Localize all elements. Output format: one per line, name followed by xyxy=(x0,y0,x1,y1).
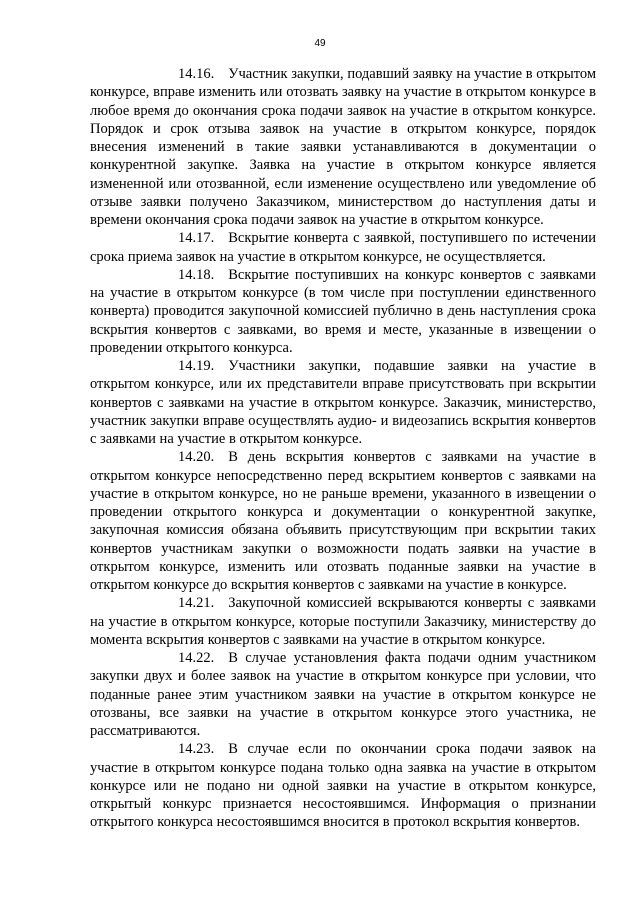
paragraph-number: 14.22. xyxy=(178,650,215,666)
paragraph-number: 14.23. xyxy=(178,741,215,758)
paragraph-14-19 xyxy=(90,357,596,448)
paragraph-14-17 xyxy=(90,229,596,266)
paragraph-text: Участники закупки, подавшие заявки на участие в открытом конкурсе, или их представители вправе присутствовать при вскрытии конвертов с заявками на участие в открытом конкурсе. Заказчик, министерство, участник закупки вправе осуществлять аудио- и видеозапись вскрытия конвертов с заявками на участие в открытом конкурсе. xyxy=(90,358,596,447)
paragraph-number: 14.20. xyxy=(178,449,215,466)
paragraph-14-21 xyxy=(90,594,596,649)
paragraph-text: Участник закупки, подавший заявку на участие в открытом конкурсе, вправе изменить или отозвать заявку на участие в открытом конкурсе в любое время до окончания срока подачи заявок на участие в открытом конкурсе. Порядок и срок отзыва заявок на участие в открытом конкурсе, порядок внесения изменений в такие заявки устанавливаются в документации о конкурентной закупке. Заявка на участие в открытом конкурсе является измененной или отозванной, если изменение осуществлено или уведомление об отзыве заявки получено Заказчиком, министерством до наступления даты и времени окончания срока подачи заявок на участие в открытом конкурсе. xyxy=(90,66,596,228)
paragraph-text: Закупочной комиссией вскрываются конверты с заявками на участие в открытом конкурсе, которые поступили Заказчику, министерству до момента вскрытия конвертов с заявками на участие в открытом конкурсе. xyxy=(90,595,596,648)
paragraph-14-22 xyxy=(90,649,596,740)
paragraph-text: В случае установления факта подачи одним участником закупки двух и более заявок на участие в открытом конкурсе при условии, что поданные ранее этим участником заявки на участие в открытом конкурсе не отозваны, все заявки на участие в открытом конкурсе этого участника, не рассматриваются. xyxy=(90,650,596,739)
paragraph-number: 14.19. xyxy=(178,358,215,374)
paragraph-text: В случае если по окончании срока подачи заявок на участие в открытом конкурсе подана только одна заявка на участие в открытом конкурсе или не подано ни одной заявки на участие в открытом конкурсе, открытый конкурс признается несостоявшимся. Информация о признании открытого конкурса несостоявшимся вносится в протокол вскрытия конвертов. xyxy=(90,741,596,831)
paragraph-14-16 xyxy=(90,65,596,229)
paragraph-14-20 xyxy=(90,448,596,594)
document-body xyxy=(90,65,596,832)
paragraph-number: 14.17. xyxy=(178,230,215,247)
paragraph-number: 14.21. xyxy=(178,595,215,612)
paragraph-number: 14.18. xyxy=(178,266,215,283)
paragraph-14-18 xyxy=(90,266,596,357)
paragraph-text: Вскрытие конверта с заявкой, поступившего по истечении срока приема заявок на участие в открытом конкурсе, не осуществляется. xyxy=(90,230,596,265)
paragraph-text: В день вскрытия конвертов с заявками на участие в открытом конкурсе непосредственно перед вскрытием конвертов с заявками на участие в открытом конкурсе, но не раньше времени, указанного в извещении о проведении открытого конкурса и документации о конкурентной закупке, закупочная комиссия обязана объявить присутствующим при вскрытии таких конвертов участникам закупки о возможности подать заявки на участие в открытом конкурсе, изменить или отозвать поданные заявки на участие в открытом конкурсе до вскрытия конвертов с заявками на участие в конкурсе. xyxy=(90,449,596,593)
paragraph-14-23 xyxy=(90,740,596,831)
paragraph-text: Вскрытие поступивших на конкурс конвертов с заявками на участие в открытом конкурсе (в том числе при поступлении единственного конверта) проводится закупочной комиссией публично в день наступления срока вскрытия конвертов с заявками, во время и месте, указанные в извещении о проведении открытого конкурса. xyxy=(90,266,596,356)
paragraph-number: 14.16. xyxy=(178,66,215,82)
page-number: 49 xyxy=(314,38,326,49)
